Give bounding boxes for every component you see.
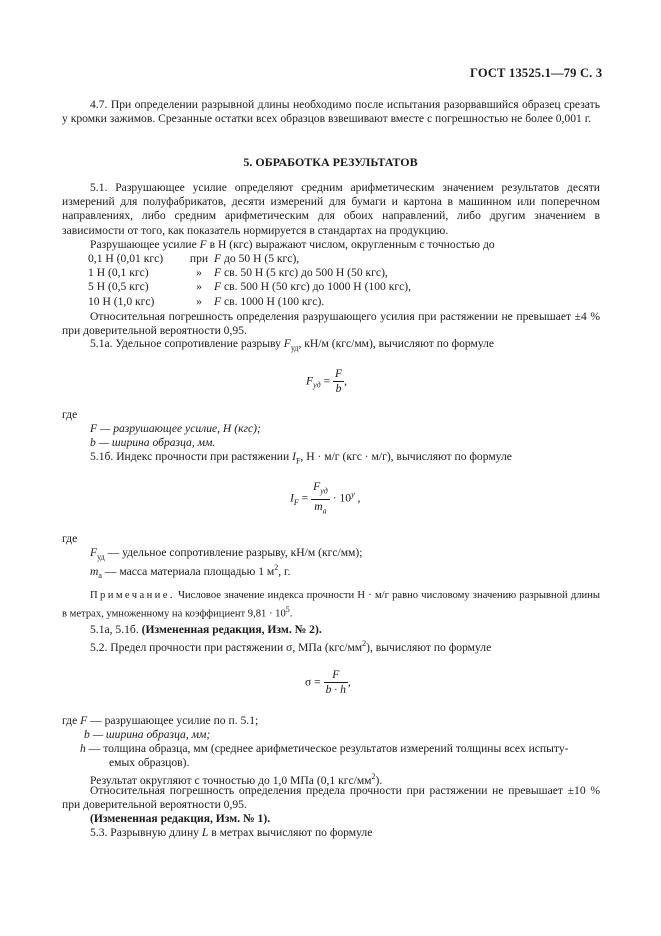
rounding-precision: 0,1 Н (0,01 кгс) <box>88 252 164 265</box>
definition-F: F — разрушающее усилие, Н (кгс); <box>90 422 261 435</box>
rounding-range: св. 500 Н (50 кгс) до 1000 Н (100 кгс), <box>224 280 412 294</box>
definition-b-2: b — ширина образца, мм; <box>84 728 211 741</box>
change-note-5-2: (Измененная редакция, Изм. № 1). <box>90 812 271 825</box>
page-header: ГОСТ 13525.1—79 С. 3 <box>470 66 603 80</box>
rounding-precision: 5 Н (0,5 кгс) <box>88 280 149 294</box>
paragraph-5-3: 5.3. Разрывную длину L в метрах вычисляют по формуле <box>90 826 373 839</box>
where-label-3: где F — разрушающее усилие по п. 5.1; <box>62 714 259 727</box>
rounding-range: св. 50 Н (5 кгс) до 500 Н (50 кгс), <box>224 266 388 280</box>
rounding-sep: » <box>196 280 202 294</box>
rounding-range: св. 1000 Н (100 кгс). <box>224 294 325 308</box>
paragraph-5-1b: 5.1б. Индекс прочности при растяжении $I_F$, Н · м/г (кгс · м/г), вычисляют по формуле <box>90 450 512 466</box>
rounding-var: F <box>214 266 222 280</box>
rounding-row <box>88 280 411 294</box>
where-label-1: где <box>62 408 78 421</box>
definition-ma: $m_а$ — масса материала площадью 1 $м^2$, г. <box>90 563 291 581</box>
where-label-2: где <box>62 532 78 545</box>
paragraph-4-7: 4.7. При определении разрывной длины необходимо после испытания разорвавшийся образец срезать у кромки зажимов. Срезанные остатки всех образцов взвешивают вместе с погрешностью не более 0,001 г. <box>62 98 600 126</box>
rounding-table <box>88 252 411 309</box>
formula-strength-index: $I_F$ = $\frac{F_{уд}}{m_а}$ · $10^y$ , <box>290 480 361 515</box>
definition-b: b — ширина образца, мм. <box>90 436 216 449</box>
rounding-var: F <box>214 294 222 308</box>
rounding-sep: при <box>189 252 209 265</box>
result-rounding: Результат округляют с точностью до 1,0 МПа (0,1 кгс/$мм^2$). <box>90 772 383 787</box>
rounding-var: F <box>214 280 222 294</box>
paragraph-5-1: 5.1. Разрушающее усилие определяют средним арифметическим значением результатов десяти измерений для полуфабрикатов, десяти измерений для бумаги и картона в машинном или поперечном направлениях, либо средним арифметическим для обоих направлений, либо другим значением в зависимости от того, как показатель нормируется в стандартах на продукцию. <box>62 181 600 237</box>
note: Примечание. Числовое значение индекса прочности Н · м/г равно числовому значению разрывной длины в метрах, умноженному на коэффициент $9,81 \cdot 10^5$. <box>62 590 600 620</box>
rounding-row <box>88 252 411 266</box>
rounding-sep: » <box>196 266 202 280</box>
rounding-precision: 10 Н (1,0 кгс) <box>88 294 155 308</box>
rounding-range: до 50 Н (5 кгс), <box>224 252 300 265</box>
section-title: 5. ОБРАБОТКА РЕЗУЛЬТАТОВ <box>243 155 418 169</box>
paragraph-5-2: 5.2. Предел прочности при растяжении σ, МПа $(кгс/мм^2)$, вычисляют по формуле <box>90 639 492 654</box>
rounding-var: F <box>214 252 222 265</box>
rounding-row <box>88 266 411 280</box>
formula-tensile-strength: σ = $\frac{F}{b \cdot h}$ , <box>305 668 351 697</box>
definition-h: h — толщина образца, мм (среднее арифметическое результатов измерений толщины всех испыту- <box>80 742 569 755</box>
definition-Fud: $F_{уд}$ — удельное сопротивление разрыву, кН/м (кгс/мм); <box>90 546 363 562</box>
change-note-5-1: 5.1а, 5.1б. (Измененная редакция, Изм. № 2). <box>90 623 322 636</box>
formula-specific-resistance: $F_{уд}$ = $\frac{F}{b}$ , <box>306 367 348 396</box>
rounding-row <box>88 295 411 309</box>
relative-error-1: Относительная погрешность определения разрушающего усилия при растяжении не превышает ±4 % при доверительной вероятности 0,95. <box>62 310 600 338</box>
definition-h-cont: емых образцов). <box>109 756 190 769</box>
paragraph-5-1a: 5.1а. Удельное сопротивление разрыву $F_{уд}$, кН/м (кгс/мм), вычисляют по формуле <box>90 337 495 353</box>
rounding-sep: » <box>196 294 202 308</box>
rounding-precision: 1 Н (0,1 кгс) <box>88 266 149 280</box>
rounding-intro: Разрушающее усилие F в Н (кгс) выражают числом, округленным с точностью до <box>90 238 495 251</box>
relative-error-2: Относительная погрешность определения предела прочности при растяжении не превышает ±10 % при доверительной вероятности 0,95. <box>62 784 600 812</box>
